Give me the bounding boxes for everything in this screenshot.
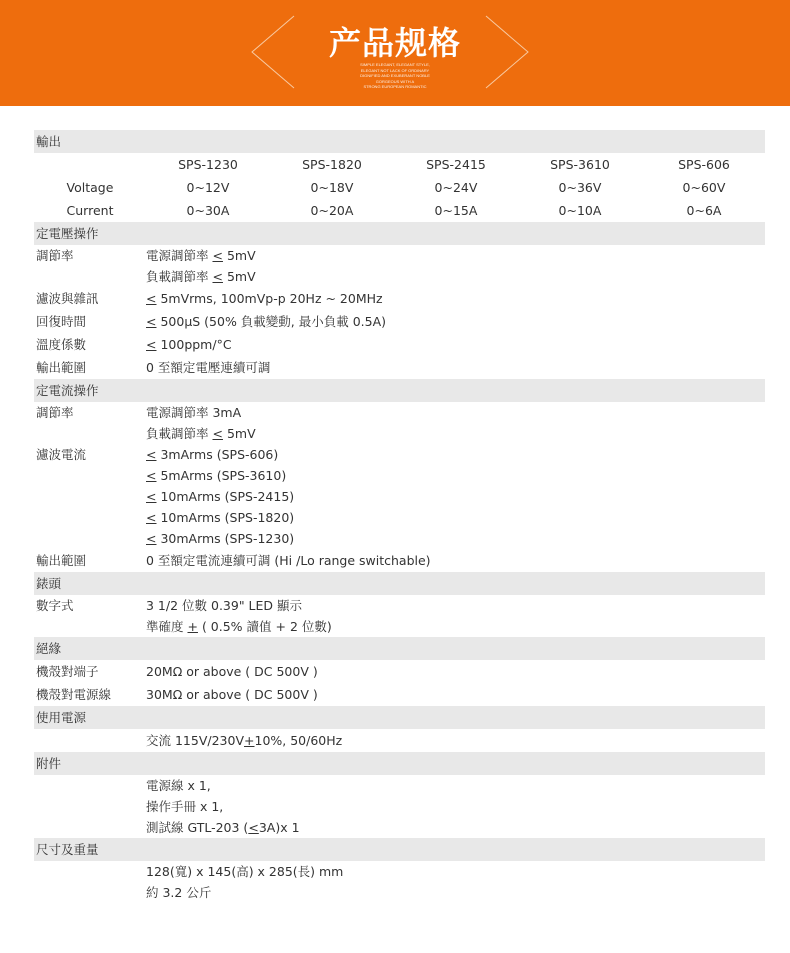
current-row bbox=[34, 199, 765, 222]
spec-value: 約 3.2 公斤 bbox=[146, 885, 212, 900]
spec-row bbox=[34, 310, 765, 333]
spec-value: < 100ppm/°C bbox=[146, 337, 232, 352]
spec-value: 0 至額定電壓連續可調 bbox=[146, 360, 271, 375]
spec-row bbox=[34, 775, 765, 796]
section-header-cc: 定電流操作 bbox=[34, 379, 765, 402]
current-value: 0~15A bbox=[434, 203, 478, 218]
spec-value: 電源線 x 1, bbox=[146, 778, 211, 793]
spec-value: 負載調節率 < 5mV bbox=[146, 269, 256, 284]
spec-value: 128(寬) x 145(高) x 285(長) mm bbox=[146, 864, 344, 879]
spec-row bbox=[34, 549, 765, 572]
spec-row bbox=[34, 287, 765, 310]
spec-row bbox=[34, 796, 765, 817]
section-header-dimensions: 尺寸及重量 bbox=[34, 838, 765, 861]
spec-row bbox=[34, 616, 765, 637]
model-name: SPS-606 bbox=[678, 157, 730, 172]
spec-row bbox=[34, 245, 765, 266]
current-value: 0~10A bbox=[558, 203, 602, 218]
voltage-row bbox=[34, 176, 765, 199]
current-value: 0~6A bbox=[686, 203, 722, 218]
spec-value: 3 1/2 位數 0.39" LED 顯示 bbox=[146, 598, 303, 613]
spec-value: < 5mArms (SPS-3610) bbox=[146, 468, 287, 483]
voltage-label: Voltage bbox=[66, 180, 114, 195]
spec-value: < 500μS (50% 負載變動, 最小負載 0.5A) bbox=[146, 314, 387, 329]
spec-row bbox=[34, 356, 765, 379]
spec-label: 濾波電流 bbox=[36, 447, 87, 462]
spec-label: 輸出範圍 bbox=[36, 553, 87, 568]
spec-value: < 30mArms (SPS-1230) bbox=[146, 531, 295, 546]
spec-label: 調節率 bbox=[36, 248, 74, 263]
spec-row bbox=[34, 729, 765, 752]
voltage-value: 0~18V bbox=[310, 180, 354, 195]
current-label: Current bbox=[66, 203, 114, 218]
spec-label: 數字式 bbox=[36, 598, 74, 613]
spec-value: 電源調節率 < 5mV bbox=[146, 248, 256, 263]
spec-row bbox=[34, 660, 765, 683]
voltage-value: 0~24V bbox=[434, 180, 478, 195]
section-header-output: 輸出 bbox=[34, 130, 765, 153]
spec-label: 輸出範圍 bbox=[36, 360, 87, 375]
spec-row bbox=[34, 266, 765, 287]
spec-value: < 3mArms (SPS-606) bbox=[146, 447, 279, 462]
spec-value: 電源調節率 3mA bbox=[146, 405, 242, 420]
spec-value: < 10mArms (SPS-1820) bbox=[146, 510, 295, 525]
model-name: SPS-2415 bbox=[426, 157, 486, 172]
spec-value: < 10mArms (SPS-2415) bbox=[146, 489, 295, 504]
spec-row bbox=[34, 683, 765, 706]
header-banner bbox=[0, 0, 790, 106]
spec-row bbox=[34, 333, 765, 356]
banner-title: 产品规格 bbox=[328, 24, 461, 62]
spec-value: 準確度 + ( 0.5% 讀值 + 2 位數) bbox=[146, 619, 332, 634]
spec-value: 操作手冊 x 1, bbox=[146, 799, 224, 814]
spec-row bbox=[34, 486, 765, 507]
spec-value: 30MΩ or above ( DC 500V ) bbox=[146, 687, 318, 702]
spec-value: 20MΩ or above ( DC 500V ) bbox=[146, 664, 318, 679]
model-name: SPS-3610 bbox=[550, 157, 610, 172]
spec-row bbox=[34, 817, 765, 838]
spec-row bbox=[34, 402, 765, 423]
spec-value: 交流 115V/230V+10%, 50/60Hz bbox=[146, 733, 343, 748]
section-header-power: 使用電源 bbox=[34, 706, 765, 729]
section-header-cv: 定電壓操作 bbox=[34, 222, 765, 245]
spec-row bbox=[34, 507, 765, 528]
voltage-value: 0~12V bbox=[186, 180, 230, 195]
banner-subtitle: SIMPLE ELEGANT, ELEGANT STYLE, ELEGANT NOT LACK OF ORDINARY DIGNIFIED AND EXUBERANT NOBLE GORGEOUS WITH A STRONG EUROPEAN ROMANTIC bbox=[360, 62, 430, 89]
spec-value: 負載調節率 < 5mV bbox=[146, 426, 256, 441]
spec-label: 調節率 bbox=[36, 405, 74, 420]
spec-label: 回復時間 bbox=[36, 314, 87, 329]
spec-row bbox=[34, 528, 765, 549]
current-value: 0~30A bbox=[186, 203, 230, 218]
spec-label: 溫度係數 bbox=[36, 337, 87, 352]
spec-value: 0 至額定電流連續可調 (Hi /Lo range switchable) bbox=[146, 553, 431, 568]
current-value: 0~20A bbox=[310, 203, 354, 218]
section-header-accessories: 附件 bbox=[34, 752, 765, 775]
spec-label: 機殼對電源線 bbox=[36, 687, 112, 702]
spec-value: < 5mVrms, 100mVp-p 20Hz ~ 20MHz bbox=[146, 291, 383, 306]
voltage-value: 0~36V bbox=[558, 180, 602, 195]
spec-value: 測試線 GTL-203 (<3A)x 1 bbox=[146, 820, 300, 835]
spec-row bbox=[34, 423, 765, 444]
spec-row bbox=[34, 444, 765, 465]
section-header-meter: 錶頭 bbox=[34, 572, 765, 595]
spec-row bbox=[34, 882, 765, 903]
model-row bbox=[34, 153, 765, 176]
spec-table bbox=[34, 130, 765, 903]
spec-label: 濾波與雜訊 bbox=[36, 291, 99, 306]
model-name: SPS-1230 bbox=[178, 157, 238, 172]
spec-row bbox=[34, 595, 765, 616]
voltage-value: 0~60V bbox=[682, 180, 726, 195]
spec-row bbox=[34, 861, 765, 882]
spec-row bbox=[34, 465, 765, 486]
spec-label: 機殼對端子 bbox=[36, 664, 99, 679]
model-name: SPS-1820 bbox=[302, 157, 362, 172]
section-header-insulation: 絕緣 bbox=[34, 637, 765, 660]
